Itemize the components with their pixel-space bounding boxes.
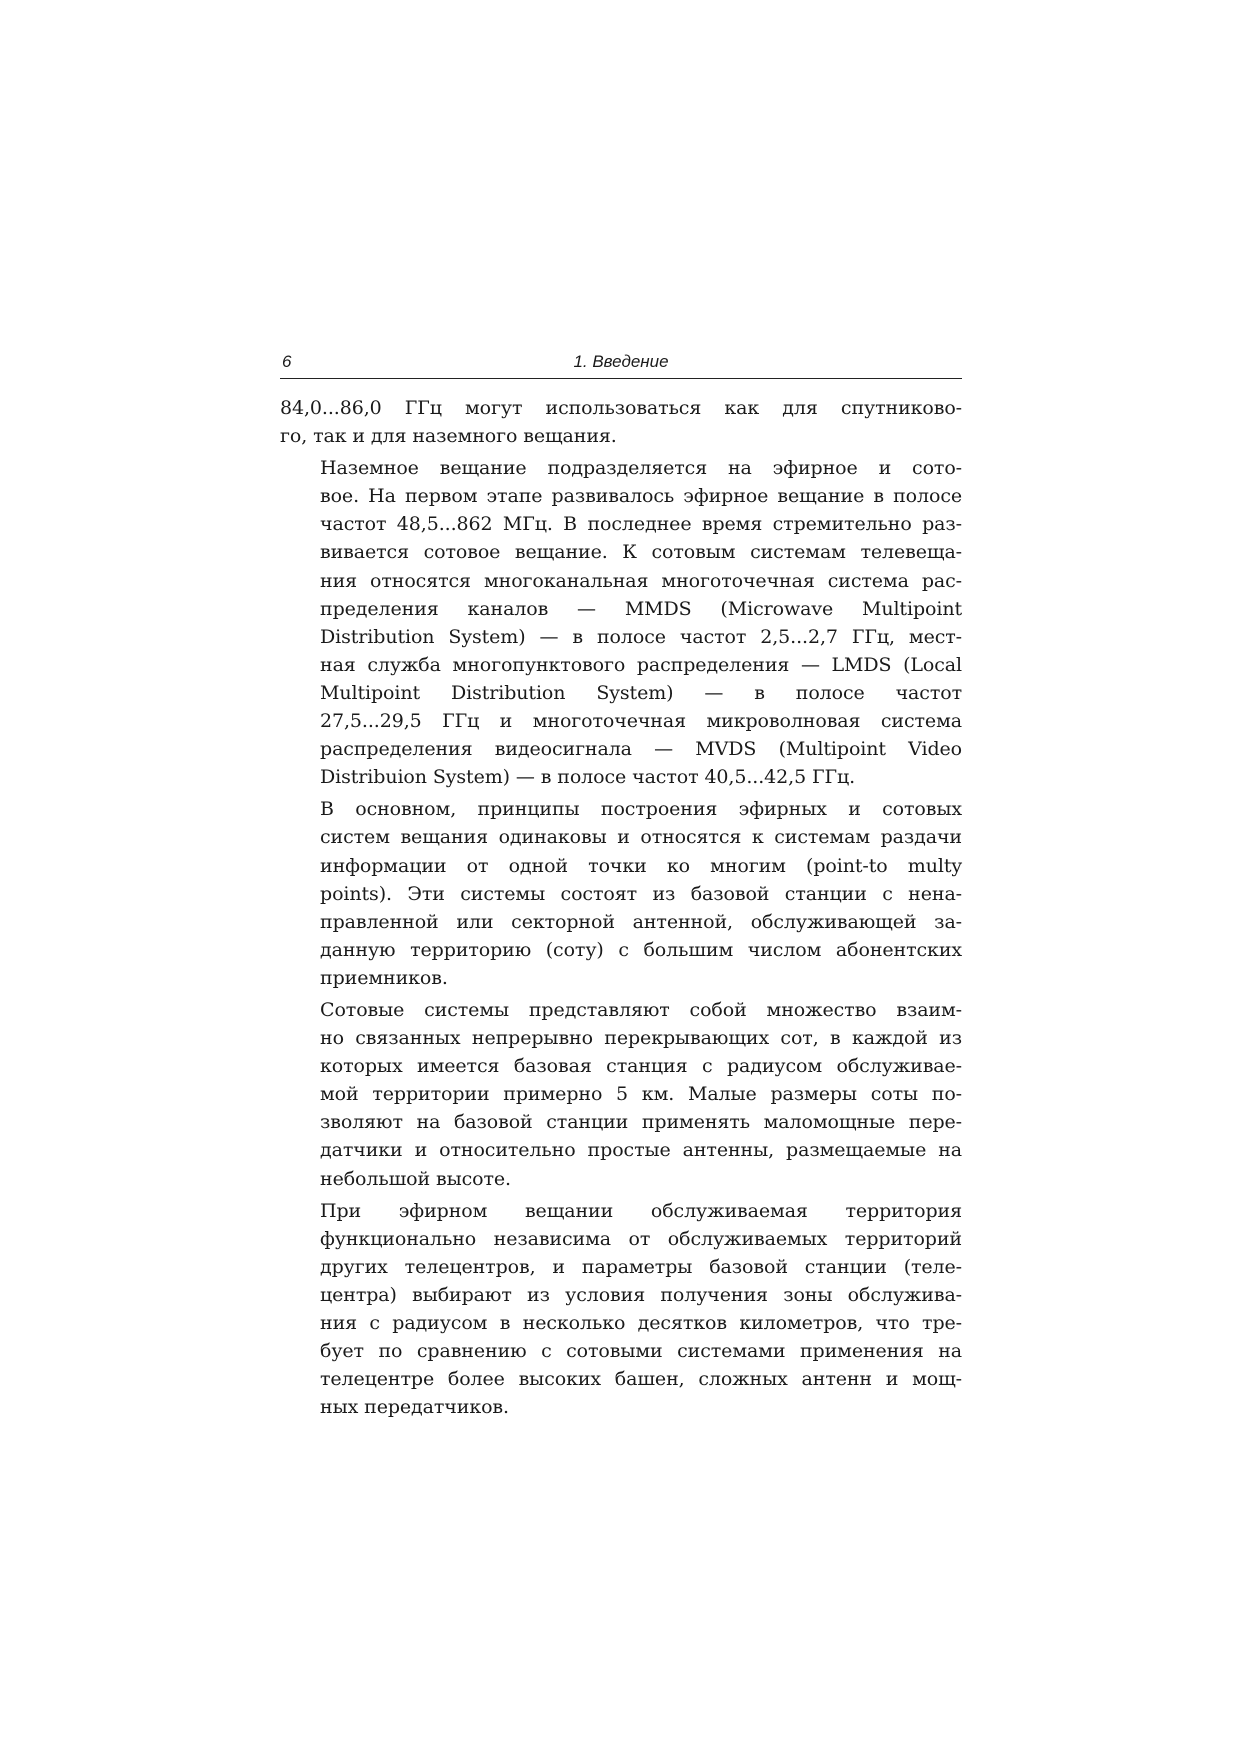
text-line: небольшой высоте. — [320, 1167, 511, 1190]
text-line: функционально независима от обслуживаемых территорий — [320, 1227, 962, 1250]
text-line: центра) выбирают из условия получения зоны обслужива- — [320, 1283, 962, 1306]
text-line: мой территории примерно 5 км. Малые размеры соты по- — [320, 1083, 962, 1106]
text-line: Distribuion System) — в полосе частот 40,5...42,5 ГГц. — [320, 766, 856, 789]
text-line: 84,0...86,0 ГГц могут использоваться как для спутниково- — [280, 397, 962, 419]
text-line: бует по сравнению с сотовыми системами применения на — [320, 1340, 962, 1363]
text-line: При эфирном вещании обслуживаемая территория — [320, 1199, 962, 1222]
text-line: данную территорию (соту) с большим числом абонентских — [320, 938, 962, 961]
text-line: го, так и для наземного вещания. — [280, 425, 617, 448]
text-line: пределения каналов — MMDS (Microwave Multipoint — [320, 597, 962, 620]
text-body — [280, 394, 962, 1421]
text-line: систем вещания одинаковы и относятся к системам раздачи — [320, 826, 962, 849]
text-line: ная служба многопунктового распределения — LMDS (Local — [320, 653, 962, 676]
text-line: правленной или секторной антенной, обслуживающей за- — [320, 910, 962, 933]
text-line: ных передатчиков. — [320, 1396, 509, 1419]
text-line: вое. На первом этапе развивалось эфирное вещание в полосе — [320, 485, 962, 508]
text-line: других телецентров, и параметры базовой станции (теле- — [320, 1255, 962, 1278]
paragraph-4 — [280, 996, 962, 1193]
page-header — [280, 348, 962, 379]
paragraph-2 — [280, 454, 962, 791]
text-line: которых имеется базовая станция с радиусом обслуживае- — [320, 1055, 962, 1078]
text-line: зволяют на базовой станции применять маломощные пере- — [320, 1111, 962, 1134]
text-line: Сотовые системы представляют собой множество взаим- — [320, 998, 962, 1021]
text-line: датчики и относительно простые антенны, размещаемые на — [320, 1139, 962, 1162]
text-line: 27,5...29,5 ГГц и многоточечная микроволновая система — [320, 710, 962, 733]
text-line: ния с радиусом в несколько десятков километров, что тре- — [320, 1312, 962, 1334]
text-line: вивается сотовое вещание. К сотовым системам телевеща- — [320, 541, 962, 564]
text-line: points). Эти системы состоят из базовой станции с нена- — [320, 882, 962, 905]
page-number: 6 — [282, 352, 292, 371]
text-line: информации от одной точки ко многим (point-to multy — [320, 854, 962, 877]
text-line: но связанных непрерывно перекрывающих сот, в каждой из — [320, 1027, 962, 1050]
paragraph-1 — [280, 394, 962, 450]
paragraph-5 — [280, 1197, 962, 1422]
running-title: 1. Введение — [573, 352, 669, 371]
paragraph-3 — [280, 795, 962, 992]
text-line: ния относятся многоканальная многоточечная система рас- — [320, 569, 962, 592]
text-line: приемников. — [320, 966, 448, 989]
text-line: Наземное вещание подразделяется на эфирное и сото- — [320, 457, 962, 480]
text-line: Distribution System) — в полосе частот 2,5...2,7 ГГц, мест- — [320, 625, 962, 648]
text-line: распределения видеосигнала — MVDS (Multipoint Video — [320, 738, 962, 761]
text-line: частот 48,5...862 МГц. В последнее время стремительно раз- — [320, 513, 962, 536]
text-line: телецентре более высоких башен, сложных антенн и мощ- — [320, 1368, 962, 1391]
text-line: В основном, принципы построения эфирных и сотовых — [320, 798, 962, 821]
text-line: Multipoint Distribution System) — в полосе частот — [320, 681, 962, 704]
